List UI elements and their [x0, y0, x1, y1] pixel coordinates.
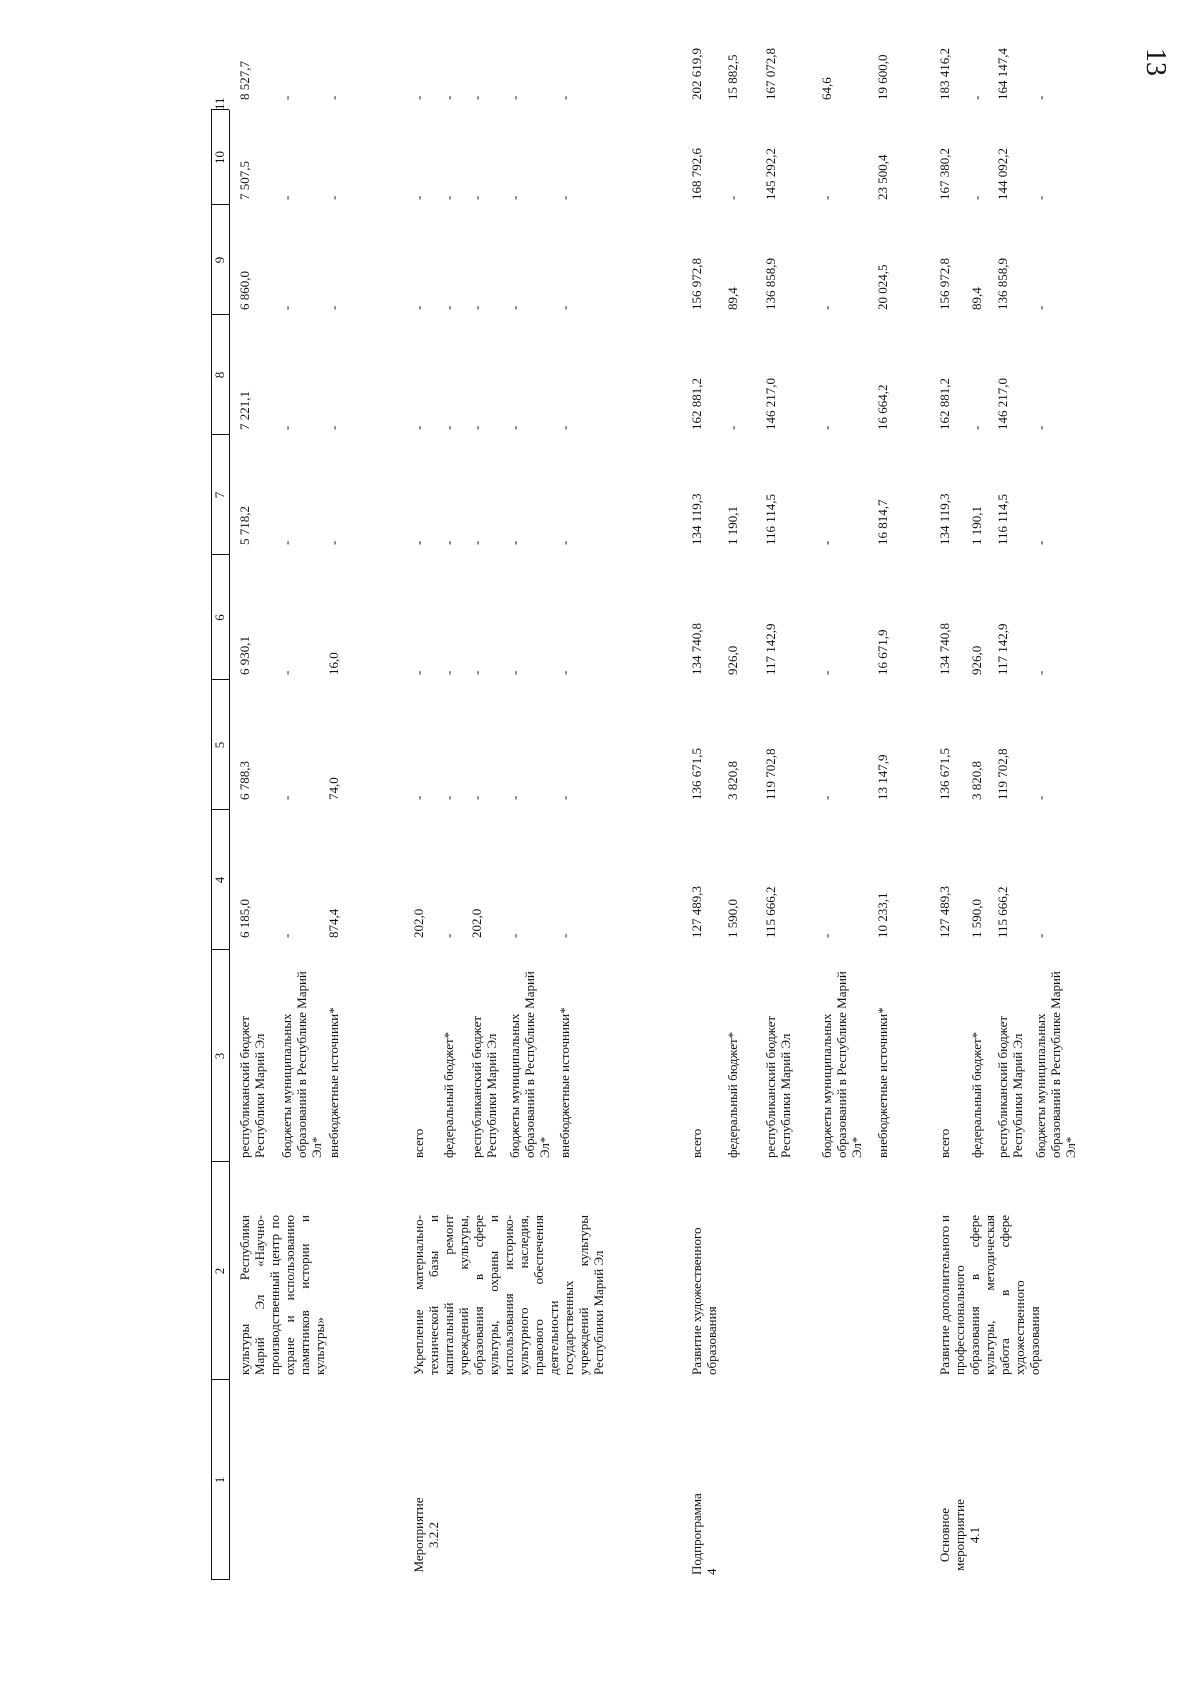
value-cell: 164 147,4 [995, 48, 1010, 100]
value-cell: - [469, 425, 484, 430]
value-cell: - [279, 95, 294, 100]
value-cell: 3 820,8 [969, 761, 984, 800]
value-cell: 20 024,5 [875, 264, 890, 310]
value-cell: - [819, 195, 834, 200]
value-cell: - [441, 195, 456, 200]
value-cell: 16 814,7 [875, 499, 890, 545]
value-cell: - [1033, 95, 1048, 100]
rotated-table-area [211, 0, 1200, 1580]
row2-source-total: всего [411, 1128, 426, 1158]
column-number: 8 [212, 371, 227, 379]
row2-source-offbudget: внебюджетные источники* [557, 1007, 572, 1158]
row3-source-offbudget: внебюджетные источники* [875, 1007, 890, 1158]
value-cell: 115 666,2 [763, 886, 778, 938]
value-cell: - [725, 425, 740, 430]
value-cell: - [507, 540, 522, 545]
value-cell: - [557, 540, 572, 545]
value-cell: 156 972,8 [937, 258, 952, 310]
value-cell: - [279, 305, 294, 310]
value-cell: - [411, 95, 426, 100]
value-cell: 127 489,3 [937, 886, 952, 938]
value-cell: 8 527,7 [237, 61, 252, 100]
value-cell: - [1033, 933, 1048, 938]
value-cell: 156 972,8 [689, 258, 704, 310]
value-cell: - [507, 195, 522, 200]
value-cell: - [1033, 425, 1048, 430]
value-cell: 119 702,8 [995, 748, 1010, 800]
value-cell: 144 092,2 [995, 148, 1010, 200]
value-cell: - [279, 795, 294, 800]
value-cell: 134 119,3 [689, 493, 704, 545]
row4-name: Развитие дополнительного и профессионального образования в сфере культуры, методическая работа в сфере художественного образования [937, 1215, 1042, 1375]
value-cell: - [469, 540, 484, 545]
value-cell: - [469, 195, 484, 200]
value-cell: 134 740,8 [937, 623, 952, 675]
value-cell: - [557, 305, 572, 310]
value-cell: - [557, 425, 572, 430]
value-cell: 19 600,0 [875, 54, 890, 100]
row4-source-municipal: бюджеты муниципальных образований в Республике Марий Эл* [1033, 971, 1078, 1158]
value-cell: 926,0 [725, 645, 740, 675]
value-cell: - [441, 795, 456, 800]
row2-code: Мероприятие 3.2.2 [411, 1497, 441, 1573]
header-bottom-rule [229, 110, 230, 1580]
column-number: 5 [212, 741, 227, 749]
value-cell: 136 858,9 [995, 258, 1010, 310]
value-cell: 162 881,2 [937, 378, 952, 430]
value-cell: 5 718,2 [237, 506, 252, 545]
row1-source-offbudget: внебюджетные источники* [326, 1007, 341, 1158]
value-cell: - [441, 933, 456, 938]
value-cell: - [507, 933, 522, 938]
value-cell: 89,4 [725, 287, 740, 310]
value-cell: - [279, 425, 294, 430]
value-cell: - [326, 425, 341, 430]
column-number: 4 [212, 876, 227, 884]
column-number: 7 [212, 491, 227, 499]
value-cell: - [1033, 795, 1048, 800]
value-cell: 64,6 [819, 77, 834, 100]
value-cell: 134 119,3 [937, 493, 952, 545]
row2-source-federal: федеральный бюджет* [441, 1031, 456, 1158]
value-cell: - [441, 425, 456, 430]
value-cell: 926,0 [969, 645, 984, 675]
value-cell: - [819, 795, 834, 800]
value-cell: - [1033, 305, 1048, 310]
value-cell: 6 860,0 [237, 271, 252, 310]
row3-code: Подпрограмма 4 [689, 1493, 719, 1575]
value-cell: - [469, 670, 484, 675]
row3-source-republic: республиканский бюджет Республики Марий Эл [763, 1015, 793, 1158]
value-cell: 136 671,5 [689, 748, 704, 800]
value-cell: - [1033, 670, 1048, 675]
row4-code: Основное мероприятие 4.1 [937, 1499, 982, 1571]
value-cell: - [326, 95, 341, 100]
value-cell: - [819, 425, 834, 430]
value-cell: - [725, 195, 740, 200]
row3-source-federal: федеральный бюджет* [725, 1031, 740, 1158]
value-cell: - [507, 305, 522, 310]
value-cell: 162 881,2 [689, 378, 704, 430]
value-cell: 117 142,9 [995, 623, 1010, 675]
row4-source-total: всего [937, 1128, 952, 1158]
value-cell: - [557, 195, 572, 200]
value-cell: 15 882,5 [725, 54, 740, 100]
value-cell: 168 792,6 [689, 148, 704, 200]
value-cell: - [441, 305, 456, 310]
value-cell: 167 380,2 [937, 148, 952, 200]
value-cell: - [411, 540, 426, 545]
row3-source-municipal: бюджеты муниципальных образований в Республике Марий Эл* [819, 971, 864, 1158]
value-cell: 134 740,8 [689, 623, 704, 675]
page-number: 13 [1140, 48, 1171, 76]
column-number: 6 [212, 614, 227, 621]
value-cell: 116 114,5 [763, 493, 778, 545]
value-cell: - [469, 95, 484, 100]
row4-source-republic: республиканский бюджет Республики Марий Эл [995, 1015, 1025, 1158]
value-cell: 6 185,0 [237, 899, 252, 938]
row2-source-republic: республиканский бюджет Республики Марий Эл [469, 1015, 499, 1158]
value-cell: 202,0 [411, 908, 426, 938]
value-cell: 117 142,9 [763, 623, 778, 675]
value-cell: - [557, 95, 572, 100]
value-cell: - [441, 95, 456, 100]
value-cell: 127 489,3 [689, 886, 704, 938]
value-cell: - [411, 195, 426, 200]
value-cell: - [819, 670, 834, 675]
value-cell: 116 114,5 [995, 493, 1010, 545]
value-cell: - [969, 95, 984, 100]
column-number: 3 [212, 1052, 227, 1060]
value-cell: 1 590,0 [969, 899, 984, 938]
value-cell: 202 619,9 [689, 48, 704, 100]
value-cell: - [279, 933, 294, 938]
value-cell: - [507, 95, 522, 100]
value-cell: - [411, 795, 426, 800]
budget-table: 1 2 3 4 5 6 7 8 9 10 11 культуры Республики Марий Эл «Научно-производственный центр по охране и использованию памятников истории и культуры» республиканский бюджет Республики Марий Эл бюджеты муниципальных образований в Республике Марий Эл* внебюджетные источники* Мероприятие 3.2.2 Укрепление материально-технической базы и капитальный ремонт учреждений культуры, образования в сфере культуры, охраны и использования историко-культурного наследия, правового обеспечения деятельности государственных учреждений культуры Республики Марий Эл всего федеральный бюджет* республиканский бюджет Республики Марий Эл бюджеты муниципальных образований в Республике Марий Эл* внебюджетные источники* Подпрограмма 4 Развитие художественного образования всего федеральный бюджет* республиканский бюджет Республики Марий Эл бюджеты муниципальных образований в Республике Марий Эл* внебюджетные источники* Основное мероприятие 4.1 Развитие дополнительного и профессионального образования в сфере культуры, методическая работа в сфере художественного образования всего федеральный бюджет* республиканский бюджет Республики Марий Эл бюджеты муниципальных образований в Республике Марий Эл* 6 185,0 6 788,3 6 930,1 5 718,2 7 221,1 6 860,0 7 507,5 8 527,7 - - - - - - - - 874,4 74,0 16,0 - - - - - 202,0 - - - - - - - - - - - - - - - 202,0 - - - - - - - - - - - - - - - - - - - - - - - 127 489,3 136 671,5 134 740,8 134 119,3 162 881,2 156 972,8 168 792,6 202 619,9 1 590,0 3 820,8 926,0 1 190,1 - 89,4 - 15 882,5 115 666,2 119 702,8 117 142,9 116 114,5 146 217,0 136 858,9 145 292,2 167 072,8 - - - - - - - 64,6 10 233,1 13 147,9 16 671,9 16 814,7 16 664,2 20 024,5 23 500,4 19 600,0 127 489,3 136 671,5 134 740,8 134 119,3 162 881,2 156 972,8 167 380,2 183 416,2 1 590,0 3 820,8 926,0 1 190,1 - 89,4 - - 115 666,2 119 702,8 117 142,9 116 114,5 146 217,0 136 858,9 144 092,2 164 147,4 - - - - - - - - [211, 110, 1031, 1580]
value-cell: - [819, 305, 834, 310]
value-cell: - [969, 195, 984, 200]
value-cell: - [819, 540, 834, 545]
value-cell: - [279, 670, 294, 675]
value-cell: 146 217,0 [995, 378, 1010, 430]
value-cell: 13 147,9 [875, 754, 890, 800]
value-cell: 183 416,2 [937, 48, 952, 100]
value-cell: 16 671,9 [875, 629, 890, 675]
value-cell: 136 858,9 [763, 258, 778, 310]
column-number: 9 [212, 256, 227, 264]
row3-name: Развитие художественного образования [689, 1227, 719, 1375]
value-cell: 6 788,3 [237, 761, 252, 800]
value-cell: 145 292,2 [763, 148, 778, 200]
value-cell: 16,0 [326, 652, 341, 675]
column-number: 10 [212, 151, 227, 164]
value-cell: - [411, 670, 426, 675]
value-cell: 119 702,8 [763, 748, 778, 800]
value-cell: 74,0 [326, 777, 341, 800]
row3-source-total: всего [689, 1128, 704, 1158]
value-cell: 7 507,5 [237, 161, 252, 200]
value-cell: - [469, 305, 484, 310]
value-cell: - [441, 540, 456, 545]
value-cell: 23 500,4 [875, 154, 890, 200]
value-cell: 1 190,1 [725, 506, 740, 545]
row1-name: культуры Республики Марий Эл «Научно-производственный центр по охране и использованию памятников истории и культуры» [237, 1215, 327, 1375]
value-cell: 115 666,2 [995, 886, 1010, 938]
value-cell: - [326, 305, 341, 310]
value-cell: 7 221,1 [237, 391, 252, 430]
value-cell: 3 820,8 [725, 761, 740, 800]
value-cell: - [279, 540, 294, 545]
value-cell: 1 590,0 [725, 899, 740, 938]
value-cell: 16 664,2 [875, 384, 890, 430]
value-cell: 6 930,1 [237, 636, 252, 675]
row2-source-municipal: бюджеты муниципальных образований в Республике Марий Эл* [507, 971, 552, 1158]
row4-source-federal: федеральный бюджет* [969, 1031, 984, 1158]
row1-source-municipal: бюджеты муниципальных образований в Республике Марий Эл* [279, 971, 324, 1158]
value-cell: 136 671,5 [937, 748, 952, 800]
value-cell: - [969, 425, 984, 430]
row2-name: Укрепление материально-технической базы и капитальный ремонт учреждений культуры, образования в сфере культуры, охраны и использования историко-культурного наследия, правового обеспечения деятельности государственных учреждений культуры Республики Марий Эл [411, 1215, 606, 1375]
column-number: 2 [212, 1267, 227, 1275]
value-cell: 10 233,1 [875, 892, 890, 938]
row1-source-republic: республиканский бюджет Республики Марий Эл [237, 1015, 267, 1158]
value-cell: 874,4 [326, 908, 341, 938]
value-cell: - [469, 795, 484, 800]
value-cell: 89,4 [969, 287, 984, 310]
value-cell: - [557, 670, 572, 675]
value-cell: - [279, 195, 294, 200]
value-cell: - [411, 425, 426, 430]
value-cell: 146 217,0 [763, 378, 778, 430]
value-cell: - [441, 670, 456, 675]
value-cell: 1 190,1 [969, 506, 984, 545]
value-cell: - [557, 933, 572, 938]
value-cell: - [507, 425, 522, 430]
value-cell: - [507, 795, 522, 800]
value-cell: - [557, 795, 572, 800]
value-cell: 202,0 [469, 908, 484, 938]
column-number: 1 [212, 1476, 227, 1484]
value-cell: - [507, 670, 522, 675]
value-cell: - [411, 305, 426, 310]
value-cell: - [1033, 195, 1048, 200]
value-cell: - [819, 933, 834, 938]
value-cell: - [1033, 540, 1048, 545]
value-cell: - [326, 540, 341, 545]
value-cell: 167 072,8 [763, 48, 778, 100]
value-cell: - [326, 195, 341, 200]
